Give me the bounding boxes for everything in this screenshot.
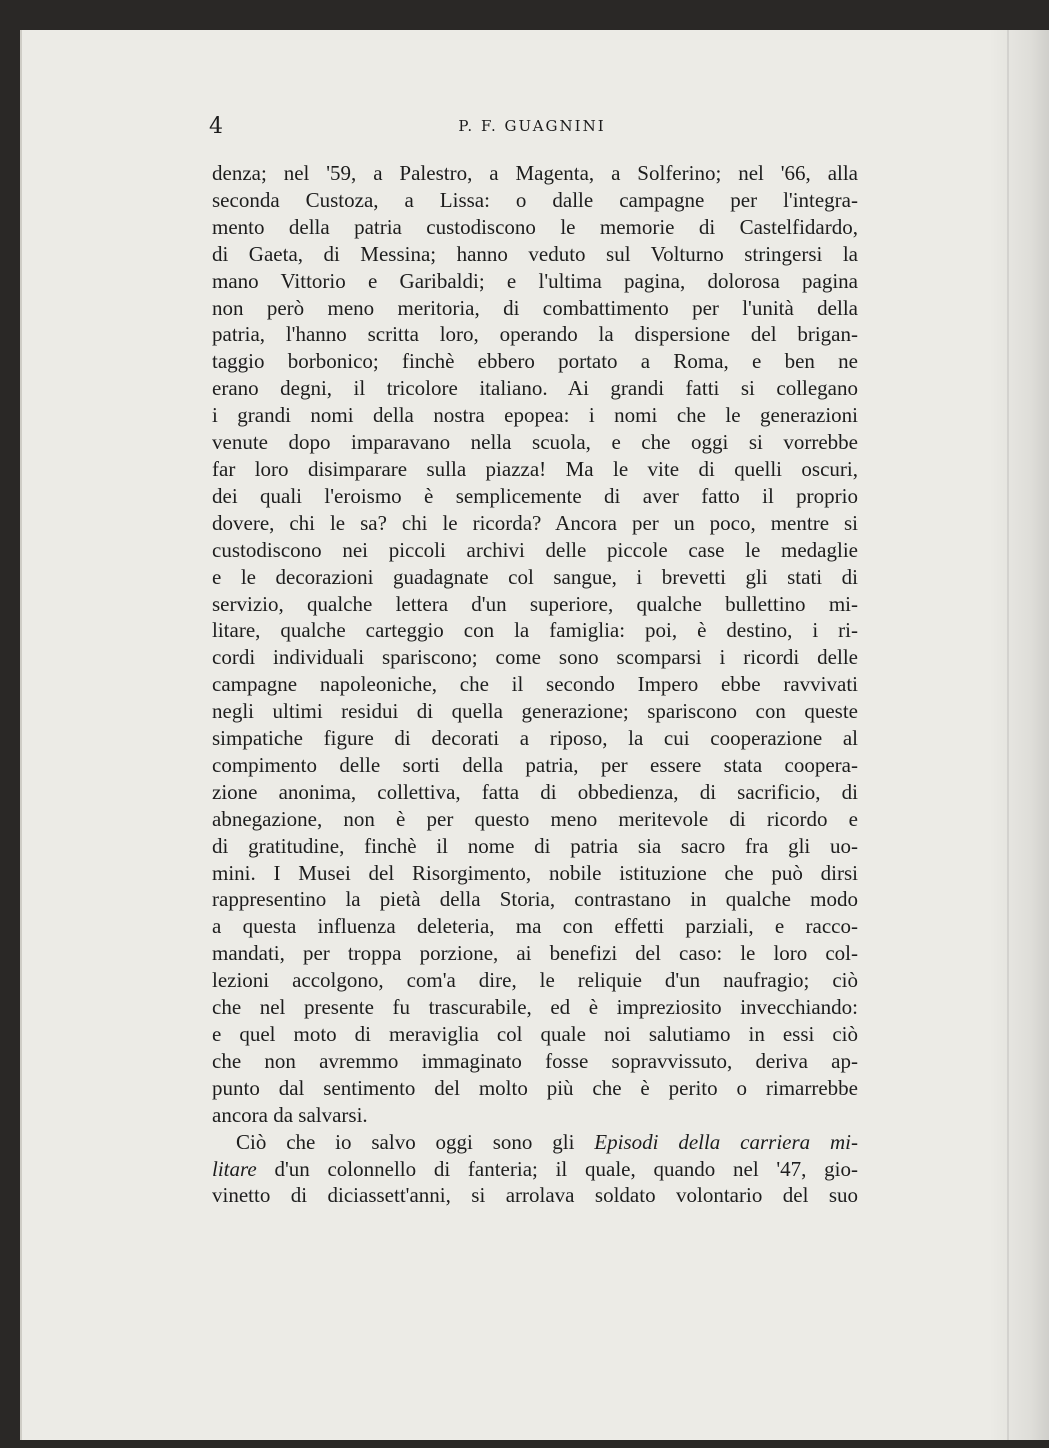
text-line: che nel presente fu trascurabile, ed è impreziosito invecchiando: xyxy=(212,995,858,1020)
text-line: di Gaeta, di Messina; hanno veduto sul Volturno stringersi la xyxy=(212,241,858,266)
italic-title-run: Episodi della carriera mi- xyxy=(594,1129,858,1154)
text-line: venute dopo imparavano nella scuola, e che oggi si vorrebbe xyxy=(212,430,858,455)
text-line xyxy=(212,1156,858,1183)
text-line: dovere, chi le sa? chi le ricorda? Ancora per un poco, mentre si xyxy=(212,510,858,535)
text-line: simpatiche figure di decorati a riposo, la cui cooperazione al xyxy=(212,726,858,751)
text-line: servizio, qualche lettera d'un superiore, qualche bullettino mi- xyxy=(212,591,858,616)
text-run: d'un colonnello di fanteria; il quale, quando nel '47, gio- xyxy=(256,1156,858,1181)
text-line: lezioni accolgono, com'a dire, le reliquie d'un naufragio; ciò xyxy=(212,968,858,993)
text-line: compimento delle sorti della patria, per essere stata coopera- xyxy=(212,752,858,777)
text-line: punto dal sentimento del molto più che è perito o rimarrebbe xyxy=(212,1075,858,1100)
text-line: e le decorazioni guadagnate col sangue, i brevetti gli stati di xyxy=(212,564,858,589)
text-line: mandati, per troppa porzione, ai benefizi del caso: le loro col- xyxy=(212,941,858,966)
body-text xyxy=(212,160,858,1209)
text-line: mento della patria custodiscono le memorie di Castelfidardo, xyxy=(212,214,858,239)
running-head-author: P. F. GUAGNINI xyxy=(458,117,606,135)
text-line: denza; nel '59, a Palestro, a Magenta, a Solferino; nel '66, alla xyxy=(212,161,858,185)
text-line: di gratitudine, finchè il nome di patria sia sacro fra gli uo- xyxy=(212,833,858,858)
text-line: erano degni, il tricolore italiano. Ai grandi fatti si collegano xyxy=(212,376,858,401)
text-line: patria, l'hanno scritta loro, operando la dispersione del brigan- xyxy=(212,322,858,347)
text-line: mano Vittorio e Garibaldi; e l'ultima pagina, dolorosa pagina xyxy=(212,268,858,293)
text-line: rappresentino la pietà della Storia, contrastano in qualche modo xyxy=(212,887,858,912)
text-line: abnegazione, non è per questo meno meritevole di ricordo e xyxy=(212,806,858,831)
text-line: litare, qualche carteggio con la famiglia: poi, è destino, i ri- xyxy=(212,618,858,643)
italic-title-run: litare xyxy=(212,1156,257,1181)
text-line: zione anonima, collettiva, fatta di obbedienza, di sacrificio, di xyxy=(212,779,858,804)
text-line: seconda Custoza, a Lissa: o dalle campagne per l'integra- xyxy=(212,187,858,212)
text-line: taggio borbonico; finchè ebbero portato a Roma, e ben ne xyxy=(212,349,858,374)
page-number: 4 xyxy=(209,114,223,139)
text-line: a questa influenza deleteria, ma con effetti parziali, e racco- xyxy=(212,914,858,939)
page-header xyxy=(209,114,855,142)
text-line xyxy=(212,1129,858,1156)
text-line: che non avremmo immaginato fosse sopravvissuto, deriva ap- xyxy=(212,1048,858,1073)
text-line: mini. I Musei del Risorgimento, nobile istituzione che può dirsi xyxy=(212,860,858,885)
text-line: negli ultimi residui di quella generazione; spariscono con queste xyxy=(212,699,858,724)
text-line: dei quali l'eroismo è semplicemente di aver fatto il proprio xyxy=(212,483,858,508)
text-line: campagne napoleoniche, che il secondo Impero ebbe ravvivati xyxy=(212,672,858,697)
page-gutter-shadow xyxy=(989,30,1049,1440)
text-line: e quel moto di meraviglia col quale noi salutiamo in essi ciò xyxy=(212,1022,858,1046)
text-line: custodiscono nei piccoli archivi delle piccole case le medaglie xyxy=(212,537,858,562)
text-line: cordi individuali spariscono; come sono scomparsi i ricordi delle xyxy=(212,645,858,670)
text-run: Ciò che io salvo oggi sono gli xyxy=(236,1129,595,1154)
text-line: i grandi nomi della nostra epopea: i nomi che le generazioni xyxy=(212,403,858,428)
text-line: far loro disimparare sulla piazza! Ma le vite di quelli oscuri, xyxy=(212,456,858,481)
text-line: ancora da salvarsi. xyxy=(212,1102,368,1127)
text-line: non però meno meritoria, di combattimento per l'unità della xyxy=(212,295,858,320)
text-line: vinetto di diciassett'anni, si arrolava soldato volontario del suo xyxy=(212,1183,858,1208)
